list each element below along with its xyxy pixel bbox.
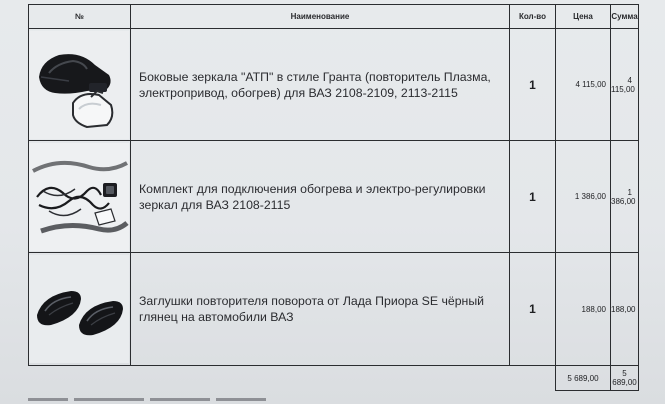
totals-row <box>29 366 639 391</box>
item-qty: 1 <box>510 141 556 253</box>
table-row <box>29 29 639 141</box>
header-sum: Сумма <box>611 5 639 29</box>
item-sum: 188,00 <box>611 253 639 366</box>
cut-off-text-line <box>28 396 288 402</box>
product-image-cell <box>29 253 131 366</box>
item-name: Заглушки повторителя поворота от Лада Приора SE чёрный глянец на автомобили ВАЗ <box>131 253 510 366</box>
item-price: 188,00 <box>556 253 611 366</box>
item-sum: 1 386,00 <box>611 141 639 253</box>
item-name: Комплект для подключения обогрева и электро-регулировки зеркал для ВАЗ 2108-2115 <box>131 141 510 253</box>
item-qty: 1 <box>510 29 556 141</box>
item-sum: 4 115,00 <box>611 29 639 141</box>
wiring-kit-image <box>29 143 129 251</box>
table-row <box>29 253 639 366</box>
product-image-cell <box>29 141 131 253</box>
header-qty: Кол-во <box>510 5 556 29</box>
side-mirrors-image <box>29 31 129 139</box>
invoice-table <box>28 4 639 391</box>
item-price: 1 386,00 <box>556 141 611 253</box>
price-total: 5 689,00 <box>556 366 611 391</box>
sum-total: 5 689,00 <box>611 366 639 391</box>
header-name: Наименование <box>131 5 510 29</box>
item-qty: 1 <box>510 253 556 366</box>
turn-signal-plugs-image <box>29 255 129 363</box>
item-price: 4 115,00 <box>556 29 611 141</box>
item-name: Боковые зеркала "АТП" в стиле Гранта (повторитель Плазма, электропривод, обогрев) для ВАЗ 2108-2109, 2113-2115 <box>131 29 510 141</box>
header-number: № <box>29 5 131 29</box>
table-header-row <box>29 5 639 29</box>
product-image-cell <box>29 29 131 141</box>
table-row <box>29 141 639 253</box>
header-price: Цена <box>556 5 611 29</box>
